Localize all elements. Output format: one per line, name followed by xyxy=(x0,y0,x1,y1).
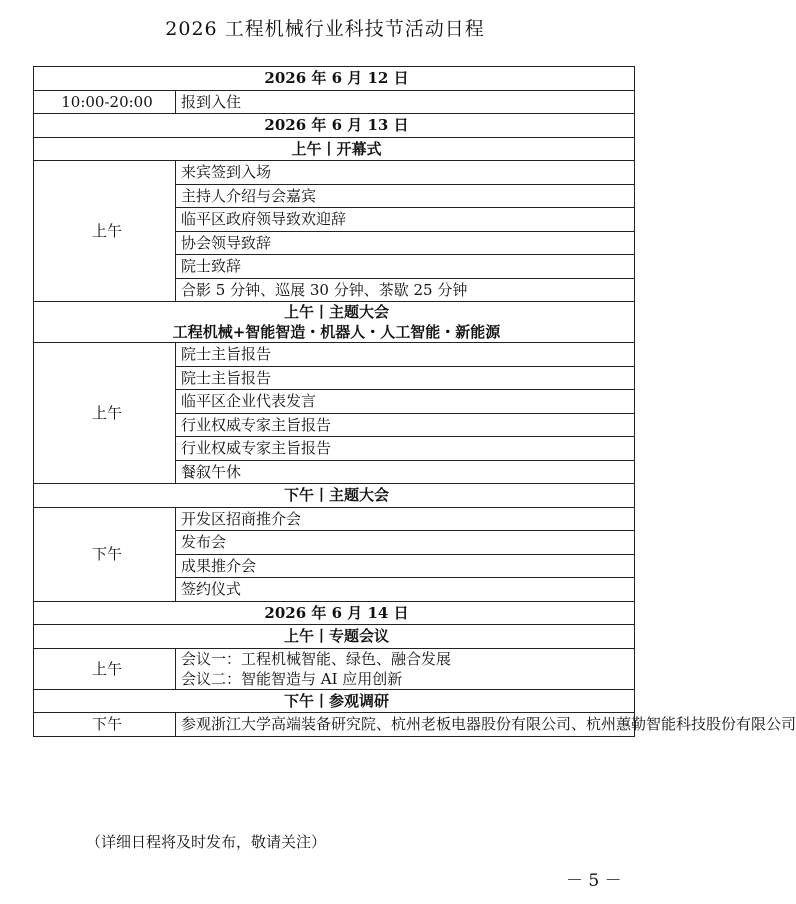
agenda-item: 成果推介会 xyxy=(176,554,635,578)
table-row xyxy=(34,90,635,114)
agenda-item: 参观浙江大学高端装备研究院、杭州老板电器股份有限公司、杭州蕙勒智能科技股份有限公司 xyxy=(176,713,635,737)
table-row xyxy=(34,601,635,625)
table-row xyxy=(34,161,635,185)
table-row xyxy=(34,343,635,367)
table-row xyxy=(34,302,635,343)
agenda-item xyxy=(176,648,635,689)
table-row xyxy=(34,484,635,508)
agenda-item: 签约仪式 xyxy=(176,578,635,602)
session-header-special: 上午丨专题会议 xyxy=(34,625,635,649)
period-cell: 上午 xyxy=(34,343,176,484)
date-header-day3: 2026 年 6 月 14 日 xyxy=(34,601,635,625)
agenda-item: 行业权威专家主旨报告 xyxy=(176,437,635,461)
agenda-item: 院士主旨报告 xyxy=(176,343,635,367)
meeting-item: 会议二：智能智造与 AI 应用创新 xyxy=(181,669,403,688)
table-row xyxy=(34,137,635,161)
session-subtitle: 工程机械+智能智造・机器人・人工智能・新能源 xyxy=(172,323,501,341)
footnote: （详细日程将及时发布，敬请关注） xyxy=(86,833,327,851)
period-cell: 下午 xyxy=(34,507,176,601)
agenda-item: 临平区企业代表发言 xyxy=(176,390,635,414)
session-header-afternoon-forum: 下午丨主题大会 xyxy=(34,484,635,508)
period-cell: 上午 xyxy=(34,161,176,302)
agenda-item: 临平区政府领导致欢迎辞 xyxy=(176,208,635,232)
agenda-item: 主持人介绍与会嘉宾 xyxy=(176,184,635,208)
agenda-item: 行业权威专家主旨报告 xyxy=(176,413,635,437)
session-header-opening: 上午丨开幕式 xyxy=(34,137,635,161)
session-header-morning-forum xyxy=(34,302,635,343)
session-title: 上午丨主题大会 xyxy=(284,303,390,321)
agenda-item: 来宾签到入场 xyxy=(176,161,635,185)
date-header-day1: 2026 年 6 月 12 日 xyxy=(34,67,635,91)
period-cell: 上午 xyxy=(34,648,176,689)
agenda-item: 合影 5 分钟、巡展 30 分钟、茶歇 25 分钟 xyxy=(176,278,635,302)
agenda-item: 开发区招商推介会 xyxy=(176,507,635,531)
period-cell: 下午 xyxy=(34,713,176,737)
agenda-item: 发布会 xyxy=(176,531,635,555)
agenda-item: 院士致辞 xyxy=(176,255,635,279)
schedule-table xyxy=(33,66,796,737)
table-row xyxy=(34,689,635,713)
agenda-item: 协会领导致辞 xyxy=(176,231,635,255)
date-header-day2: 2026 年 6 月 13 日 xyxy=(34,114,635,138)
table-row xyxy=(34,114,635,138)
session-header-visit: 下午丨参观调研 xyxy=(34,689,635,713)
agenda-item: 院士主旨报告 xyxy=(176,366,635,390)
table-row xyxy=(34,625,635,649)
time-cell: 10:00-20:00 xyxy=(34,90,176,114)
page-title: 2026 工程机械行业科技节活动日程 xyxy=(165,18,485,40)
table-row xyxy=(34,713,635,737)
page-number: － 5 － xyxy=(566,871,622,891)
table-row xyxy=(34,67,635,91)
table-row xyxy=(34,507,635,531)
agenda-item: 报到入住 xyxy=(176,90,635,114)
agenda-item: 餐叙午休 xyxy=(176,460,635,484)
meeting-item: 会议一：工程机械智能、绿色、融合发展 xyxy=(181,649,452,668)
table-row xyxy=(34,648,635,689)
